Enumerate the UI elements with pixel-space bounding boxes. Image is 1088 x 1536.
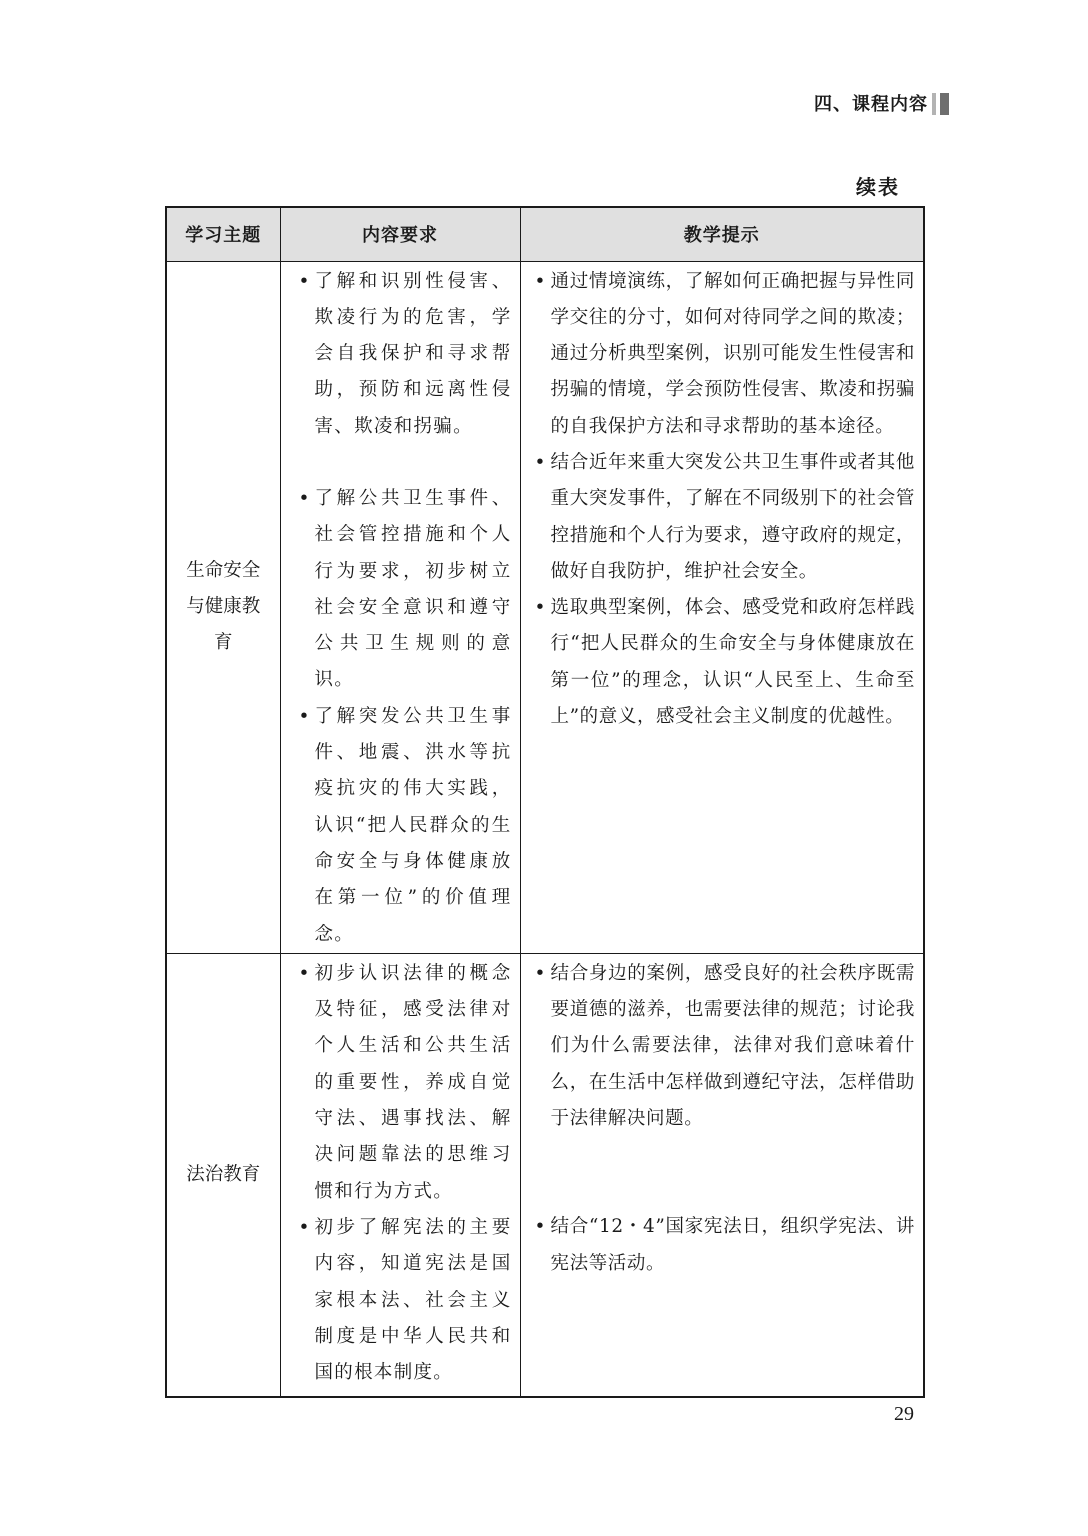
hint-item: • 结合近年来重大突发公共卫生事件或者其他重大突发事件，了解在不同级别下的社会管控措施和个人行为要求，遵守政府的规定，做好自我防护，维护社会安全。 [535,445,916,590]
table-row [166,953,924,1397]
header-marker-thick [940,93,949,115]
content-item: • 初步认识法律的概念及特征，感受法律对个人生活和公共生活的重要性，养成自觉守法、遇事找法、解决问题靠法的思维习惯和行为方式。 [299,956,512,1210]
teaching-hints-cell [520,261,924,953]
hint-item: • 选取典型案例，体会、感受党和政府怎样践行“把人民群众的生命安全与身体健康放在第一位”的理念，认识“人民至上、生命至上”的意义，感受社会主义制度的优越性。 [535,590,916,735]
content-item: • 了解公共卫生事件、社会管控措施和个人行为要求，初步树立社会安全意识和遵守公共卫生规则的意识。 [299,481,512,699]
header-topic: 学习主题 [166,207,280,261]
table-header-row [166,207,924,261]
topic-label: 法治教育 [186,1163,261,1185]
topic-cell [166,953,280,1397]
running-header: 四、课程内容 [814,94,928,115]
continued-label: 续表 [856,175,900,199]
content-item: • 了解突发公共卫生事件、地震、洪水等抗疫抗灾的伟大实践，认识“把人民群众的生命安全与身体健康放在第一位”的价值理念。 [299,699,512,953]
content-requirements-cell [280,261,520,953]
content-item: • 初步了解宪法的主要内容，知道宪法是国家根本法、社会主义制度是中华人民共和国的根本制度。 [299,1210,512,1391]
content-requirements-cell [280,953,520,1397]
hint-item: • 结合“12・4”国家宪法日，组织学宪法、讲宪法等活动。 [535,1209,916,1282]
header-teaching-hints: 教学提示 [520,207,924,261]
content-item: • 了解和识别性侵害、欺凌行为的危害，学会自我保护和寻求帮助，预防和远离性侵害、欺凌和拐骗。 [299,264,512,445]
topic-cell [166,261,280,953]
header-marker-thin [932,93,936,115]
teaching-hints-cell [520,953,924,1397]
topic-label: 生命安全与健康教育 [186,559,261,654]
header-content-requirements: 内容要求 [280,207,520,261]
course-content-table [165,206,925,1398]
hint-item: • 通过情境演练，了解如何正确把握与异性同学交往的分寸，如何对待同学之间的欺凌；通过分析典型案例，识别可能发生性侵害和拐骗的情境，学会预防性侵害、欺凌和拐骗的自我保护方法和寻求帮助的基本途径。 [535,264,916,445]
table-row [166,261,924,953]
page-number: 29 [894,1403,914,1425]
hint-item: • 结合身边的案例，感受良好的社会秩序既需要道德的滋养，也需要法律的规范；讨论我们为什么需要法律，法律对我们意味着什么，在生活中怎样做到遵纪守法，怎样借助于法律解决问题。 [535,956,916,1137]
